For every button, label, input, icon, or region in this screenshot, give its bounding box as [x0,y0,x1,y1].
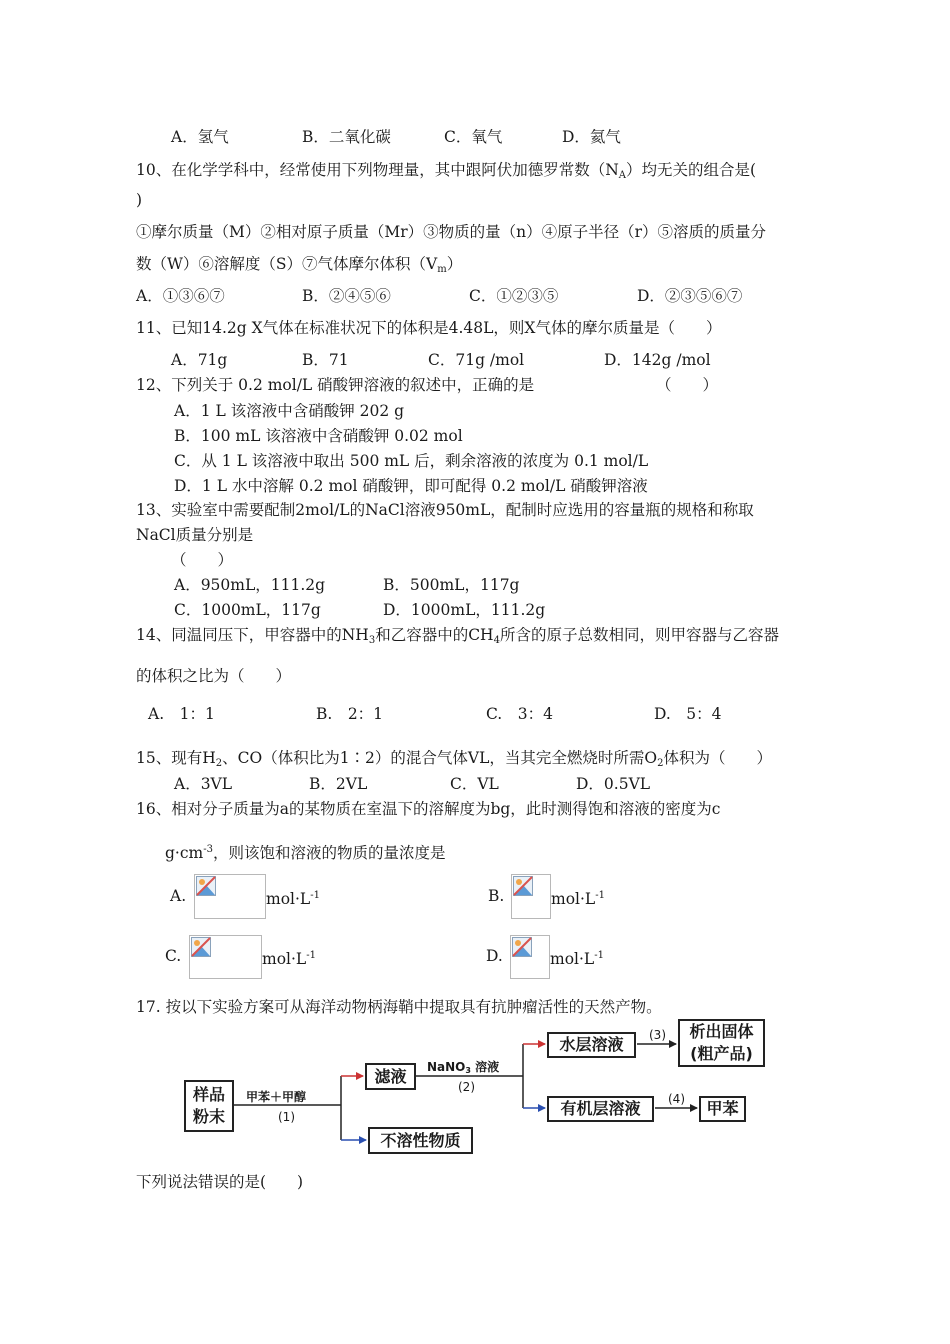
q15-option-b: B．2VL [309,775,368,793]
q14-stem-line1: 14、同温同压下，甲容器中的$NH_3$和乙容器中的$CH_4$所含的原子总数相同，则甲容器与乙容器 [136,626,779,646]
q13-option-c: C．1000mL，117g [174,601,321,619]
q12-option-d: D．1 L 水中溶解 0.2 mol 硝酸钾，即可配得 0.2 mol/L 硝酸钾溶液 [174,477,648,495]
toluene-box: 甲苯 [699,1096,746,1122]
q10-items-line1: ①摩尔质量（M）②相对原子质量（Mr）③物质的量（n）④原子半径（r）⑤溶质的质量分 [136,223,767,241]
q10-option-c: C．①②③⑤ [469,287,559,305]
q15-stem: 15、现有$H_2$、CO（体积比为1∶2）的混合气体VL，当其完全燃烧时所需$O_2$体积为（ ） [136,749,773,769]
step4-label: (4) [668,1092,685,1106]
q16-option-b-label: B. [488,887,505,905]
q16-option-d-label: D. [486,947,503,965]
q13-option-b: B．500mL，117g [383,576,520,594]
q12-option-b: B．100 mL 该溶液中含硝酸钾 0.02 mol [174,427,463,445]
q9-option-a: A．氢气 [171,128,229,146]
q11-option-c: C．71g /mol [428,351,525,369]
reagent-nano3-label: NaNO3 溶液 [427,1060,500,1075]
q13-option-d: D．1000mL，111.2g [383,601,546,619]
q9-option-d: D．氦气 [562,128,621,146]
q16-stem-line1: 16、相对分子质量为a的某物质在室温下的溶解度为bg，此时测得饱和溶液的密度为c [136,800,721,818]
step3-label: (3) [649,1028,666,1042]
q14-option-c: C. 3：4 [486,705,553,723]
q10-option-a: A．①③⑥⑦ [136,287,225,305]
q13-option-a: A．950mL，111.2g [174,576,326,594]
q11-option-b: B．71 [302,351,349,369]
step2-label: (2) [458,1080,475,1094]
q14-stem-line2: 的体积之比为（ ） [136,667,292,685]
q10-option-b: B．②④⑤⑥ [302,287,391,305]
q10-stem: 10、在化学学科中，经常使用下列物理量，其中跟阿伏加德罗常数$(N_A)$均无关的组合是( [136,161,757,181]
q13-stem-line2: NaCl质量分别是 [136,526,254,544]
q9-option-b: B．二氧化碳 [302,128,391,146]
q10-stem-close: ) [136,191,143,209]
q12-answer-paren: （ ） [656,376,719,394]
q16-option-a-unit: $mol\cdot L^{-1}$ [266,890,320,908]
q13-answer-paren: （ ） [171,551,234,569]
q15-option-c: C．VL [450,775,499,793]
q15-option-a: A．3VL [174,775,233,793]
organic-layer-box: 有机层溶液 [547,1096,654,1122]
q10-items-line2: 数（W）⑥溶解度（S）⑦气体摩尔体积$(V_m)$ [136,255,463,275]
q9-option-c: C．氧气 [444,128,503,146]
q12-option-a: A．1 L 该溶液中含硝酸钾 202 g [174,402,405,420]
q17-question: 下列说法错误的是( ) [136,1173,304,1191]
q15-option-d: D．0.5VL [576,775,651,793]
q11-option-a: A．71g [171,351,228,369]
q17-stem: 17. 按以下实验方案可从海洋动物柄海鞘中提取具有抗肿瘤活性的天然产物。 [136,998,662,1016]
insoluble-matter-box: 不溶性物质 [368,1127,473,1154]
q14-option-a: A. 1：1 [148,705,215,723]
q11-option-d: D．142g /mol [604,351,711,369]
q12-option-c: C．从 1 L 该溶液中取出 500 mL 后，剩余溶液的浓度为 0.1 mol/L [174,452,649,470]
sample-powder-box: 样品 粉末 [184,1080,234,1132]
q12-stem: 12、下列关于 0.2 mol/L 硝酸钾溶液的叙述中，正确的是 [136,376,535,394]
q14-option-b: B. 2：1 [316,705,384,723]
q16-option-b-unit: $mol\cdot L^{-1}$ [551,890,605,908]
q14-option-d: D. 5：4 [654,705,722,723]
step1-label: (1) [278,1110,295,1124]
aqueous-layer-box: 水层溶液 [547,1032,636,1058]
precipitated-solid-box: 析出固体 (粗产品) [678,1019,765,1067]
q16-stem-line2: $g\cdot cm^{-3}$，则该饱和溶液的物质的量浓度是 [165,844,446,862]
filtrate-box: 滤液 [365,1063,416,1090]
q16-option-a-label: A. [170,887,187,905]
q10-option-d: D．②③⑤⑥⑦ [637,287,743,305]
q16-option-d-unit: $mol\cdot L^{-1}$ [550,950,604,968]
q16-option-c-unit: $mol\cdot L^{-1}$ [262,950,316,968]
reagent-toluene-methanol-label: 甲苯＋甲醇 [246,1090,307,1104]
q11-stem: 11、已知14.2g X气体在标准状况下的体积是4.48L，则X气体的摩尔质量是（ ） [136,319,722,337]
q16-option-c-label: C. [165,947,182,965]
q13-stem-line1: 13、实验室中需要配制2mol/L的NaCl溶液950mL，配制时应选用的容量瓶的规格和称取 [136,501,754,519]
